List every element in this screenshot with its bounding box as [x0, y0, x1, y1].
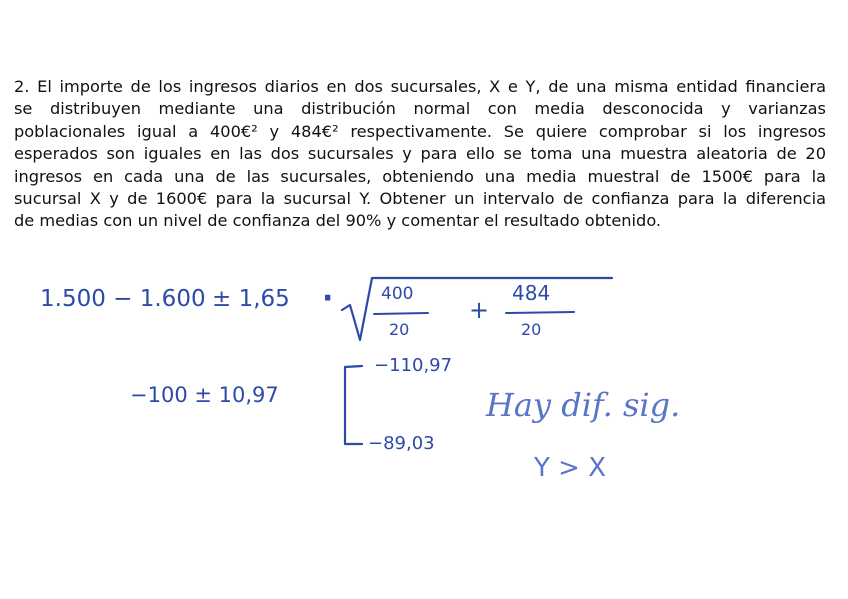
- hand-denominator-1: 20: [389, 320, 410, 339]
- hand-difference-means: 1.500 − 1.600: [40, 286, 206, 312]
- fraction-bar-2: [506, 312, 574, 313]
- fraction-bar-1: [374, 313, 428, 314]
- hand-numerator-1: 400: [381, 284, 414, 304]
- hand-interval-upper: −110,97: [374, 355, 453, 376]
- hand-interval-lower: −89,03: [368, 433, 435, 454]
- hand-numerator-2: 484: [512, 281, 551, 305]
- problem-line-6: sucursal X y de 1600€ para la sucursal Y. Obtener un intervalo de confianza para la diferencia: [14, 189, 826, 209]
- hand-plus-sign: +: [469, 296, 490, 324]
- problem-line-1: 2. El importe de los ingresos diarios en dos sucursales, X e Y, de una misma entidad financiera: [14, 77, 826, 96]
- hand-result: −100 ± 10,97: [130, 383, 279, 407]
- problem-line-3: poblacionales igual a 400€² y 484€² respectivamente. Se quiere comprobar si los ingresos: [14, 121, 826, 141]
- hand-multiply-dot: ·: [322, 281, 334, 316]
- hand-z-value: ± 1,65: [212, 286, 290, 312]
- square-root-sign: [342, 278, 612, 340]
- hand-comparison: Y > X: [534, 453, 607, 483]
- interval-bracket: [345, 366, 362, 444]
- problem-line-5: ingresos en cada una de las sucursales, obteniendo una media muestral de 1500€ para la: [14, 166, 826, 186]
- problem-line-7: de medias con un nivel de confianza del 90% y comentar el resultado obtenido.: [14, 211, 662, 231]
- problem-line-4: esperados son iguales en las dos sucursales y para ello se toma una muestra aleatoria de 20: [14, 144, 826, 164]
- problem-line-2: se distribuyen mediante una distribución normal con media desconocida y varianzas: [14, 99, 826, 119]
- hand-conclusion: Hay dif. sig.: [486, 386, 681, 424]
- hand-denominator-2: 20: [521, 320, 542, 339]
